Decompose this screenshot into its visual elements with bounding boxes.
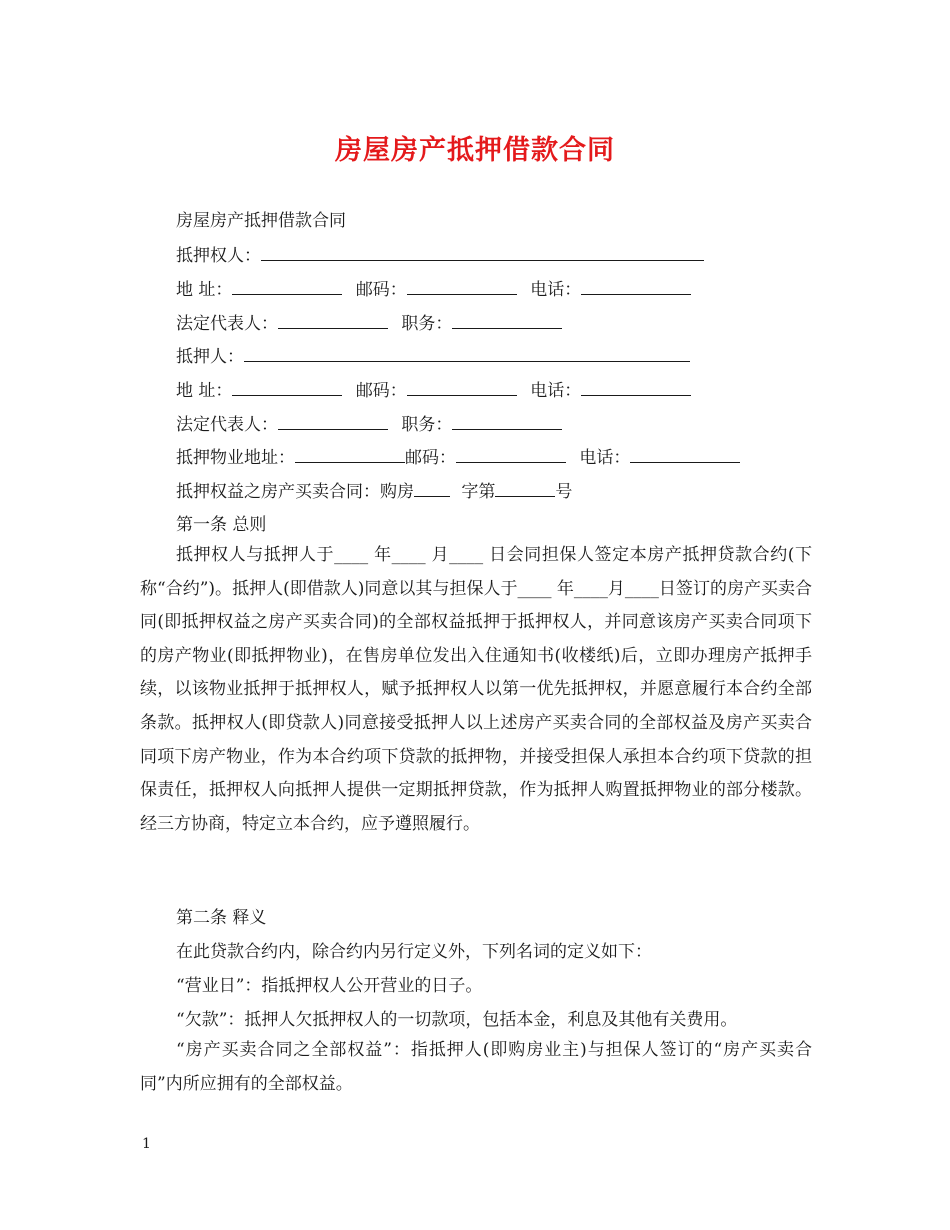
address-label-2: 地 址： [176, 381, 233, 401]
address-label-1: 地 址： [176, 280, 233, 300]
contract-mid: 字第 [461, 482, 496, 502]
subtitle: 房屋房产抵押借款合同 [176, 211, 346, 231]
mortgagor-label: 抵押人： [176, 347, 244, 367]
position-label-2: 职务： [401, 415, 453, 435]
phone-blank-1 [581, 278, 691, 295]
field-property-address [176, 446, 740, 469]
phone-label-3: 电话： [579, 448, 631, 468]
page-number: 1 [142, 1136, 151, 1152]
legal-rep-label-2: 法定代表人： [176, 415, 278, 435]
phone-blank-3 [630, 446, 740, 463]
phone-blank-2 [581, 379, 691, 396]
legal-rep-blank-1 [278, 312, 388, 329]
field-address-1 [176, 278, 691, 301]
definition-contract-rights: “房产买卖合同之全部权益”：指抵押人(即购房业主)与担保人签订的“房产买卖合同”内所应拥有的全部权益。 [140, 1040, 812, 1094]
article-2-heading: 第二条 释义 [176, 908, 267, 928]
address-blank-2 [232, 379, 342, 396]
postcode-label-1: 邮码： [355, 280, 407, 300]
definition-business-day: “营业日”：指抵押权人公开营业的日子。 [176, 976, 483, 996]
contract-suffix: 号 [555, 482, 573, 502]
contract-blank-1 [414, 480, 450, 497]
definition-debt: “欠款”：抵押人欠抵押权人的一切款项，包括本金，利息及其他有关费用。 [176, 1010, 738, 1030]
position-blank-1 [452, 312, 562, 329]
phone-label-2: 电话： [530, 381, 582, 401]
postcode-blank-1 [407, 278, 517, 295]
document-title: 房屋房产抵押借款合同 [335, 135, 615, 166]
mortgagee-blank [261, 244, 704, 261]
postcode-blank-2 [407, 379, 517, 396]
position-blank-2 [452, 413, 562, 430]
property-address-label: 抵押物业地址： [176, 448, 295, 468]
postcode-label-2: 邮码： [355, 381, 407, 401]
legal-rep-blank-2 [278, 413, 388, 430]
postcode-label-3: 邮码： [405, 448, 456, 468]
legal-rep-label-1: 法定代表人： [176, 314, 278, 334]
position-label-1: 职务： [401, 314, 453, 334]
field-mortgagee [176, 244, 704, 267]
field-mortgagor [176, 345, 690, 368]
postcode-blank-3 [456, 446, 566, 463]
field-address-2 [176, 379, 691, 402]
field-legal-rep-1 [176, 312, 562, 335]
article-2-intro: 在此贷款合约内，除合约内另行定义外，下列名词的定义如下： [176, 942, 652, 962]
phone-label-1: 电话： [530, 280, 582, 300]
address-blank-1 [232, 278, 342, 295]
field-legal-rep-2 [176, 413, 562, 436]
mortgagor-blank [244, 345, 690, 362]
article-1-heading: 第一条 总则 [176, 515, 267, 535]
contract-blank-2 [495, 480, 555, 497]
property-address-blank [295, 446, 405, 463]
article-1-text: 抵押权人与抵押人于____ 年____ 月____ 日会同担保人签定本房产抵押贷款合约(下称“合约”)。抵押人(即借款人)同意以其与担保人于____ 年____月____日签订的房产买卖合同(即抵押权益之房产买卖合同)的全部权益抵押于抵押权人，并同意该房产买卖合同项下的房产物业(即抵押物业)，在售房单位发出入住通知书(收楼纸)后，立即办理房产抵押手续，以该物业抵押于抵押权人，赋予抵押权人以第一优先抵押权，并愿意履行本合约全部条款。抵押权人(即贷款人)同意接受抵押人以上述房产买卖合同的全部权益及房产买卖合同项下房产物业，作为本合约项下贷款的抵押物，并接受担保人承担本合约项下贷款的担保责任，抵押权人向抵押人提供一定期抵押贷款，作为抵押人购置抵押物业的部分楼款。经三方协商，特定立本合约，应予遵照履行。 [140, 545, 812, 834]
field-contract [176, 480, 572, 503]
contract-prefix: 抵押权益之房产买卖合同：购房 [176, 482, 414, 502]
mortgagee-label: 抵押权人： [176, 246, 261, 266]
